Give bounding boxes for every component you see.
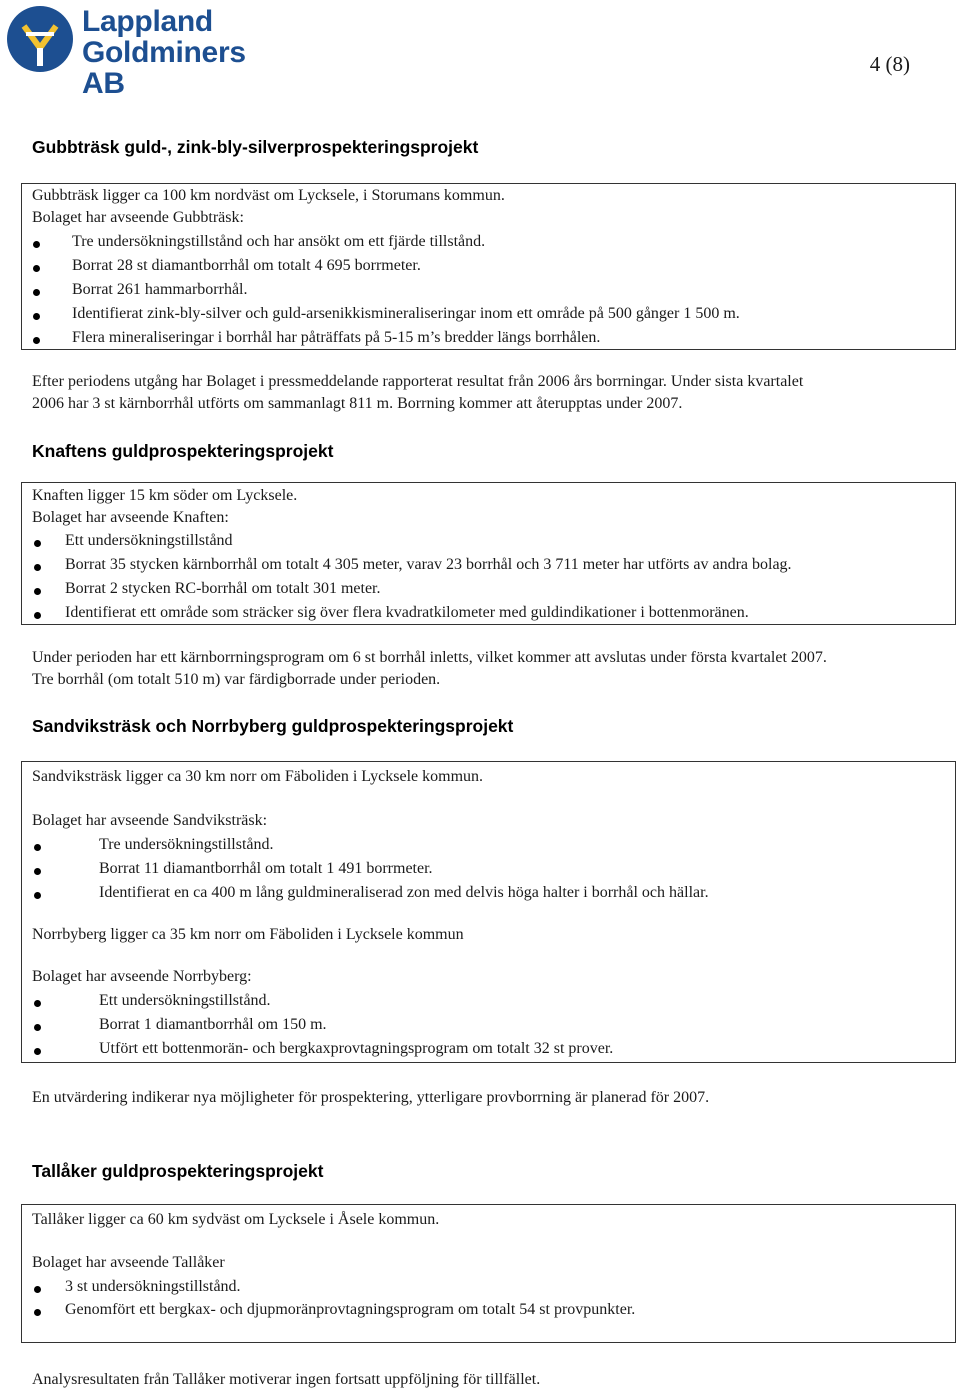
logo-line-1: Lappland xyxy=(82,5,213,38)
list-item: Borrat 2 stycken RC-borrhål om totalt 301 meter. xyxy=(65,580,381,597)
list-item: Genomfört ett bergkax- och djupmoränprovtagningsprogram om totalt 54 st provpunkter. xyxy=(65,1301,636,1318)
bullet-icon xyxy=(34,588,41,595)
list-item: Tre undersökningstillstånd. xyxy=(99,836,274,853)
bullet-icon xyxy=(34,868,41,875)
bullet-icon xyxy=(34,540,41,547)
bullet-icon xyxy=(34,1286,41,1293)
box-line: Norrbyberg ligger ca 35 km norr om Fäboliden i Lycksele kommun xyxy=(32,926,464,943)
list-item: Borrat 11 diamantborrhål om totalt 1 491 borrmeter. xyxy=(99,860,433,877)
paragraph-line: En utvärdering indikerar nya möjligheter för prospektering, ytterligare provborrning är planerad för 2007. xyxy=(32,1089,710,1106)
box-line: Bolaget har avseende Norrbyberg: xyxy=(32,968,252,985)
paragraph-line: 2006 har 3 st kärnborrhål utförts om sammanlagt 811 m. Borrning kommer att återupptas under 2007. xyxy=(32,395,683,412)
box-line: Bolaget har avseende Knaften: xyxy=(32,509,229,526)
list-item: Borrat 261 hammarborrhål. xyxy=(72,281,248,298)
company-logo xyxy=(4,4,294,100)
section-heading-tallaker: Tallåker guldprospekteringsprojekt xyxy=(32,1161,324,1181)
bullet-icon xyxy=(34,844,41,851)
bullet-icon xyxy=(33,313,40,320)
section-heading-sandvik: Sandviksträsk och Norrbyberg guldprospekteringsprojekt xyxy=(32,716,514,736)
logo-emblem-icon xyxy=(4,4,76,74)
list-item: Utfört ett bottenmorän- och bergkaxprovtagningsprogram om totalt 32 st prover. xyxy=(99,1040,614,1057)
list-item: Flera mineraliseringar i borrhål har påträffats på 5-15 m’s bredder längs borrhålen. xyxy=(72,329,601,346)
bullet-icon xyxy=(34,1309,41,1316)
bullet-icon xyxy=(34,1048,41,1055)
bullet-icon xyxy=(34,1000,41,1007)
list-item: 3 st undersökningstillstånd. xyxy=(65,1278,241,1295)
box-line: Tallåker ligger ca 60 km sydväst om Lycksele i Åsele kommun. xyxy=(32,1211,440,1228)
list-item: Borrat 28 st diamantborrhål om totalt 4 695 borrmeter. xyxy=(72,257,421,274)
paragraph-line: Analysresultaten från Tallåker motiverar ingen fortsatt uppföljning för tillfället. xyxy=(32,1371,541,1388)
bullet-icon xyxy=(34,564,41,571)
paragraph-line: Efter periodens utgång har Bolaget i pressmeddelande rapporterat resultat från 2006 års borrningar. Under sista kvartalet xyxy=(32,373,804,390)
box-line: Bolaget har avseende Sandviksträsk: xyxy=(32,812,268,829)
box-line: Bolaget har avseende Tallåker xyxy=(32,1254,225,1271)
list-item: Identifierat zink-bly-silver och guld-arsenikkismineraliseringar inom ett område på 500 gånger 1 500 m. xyxy=(72,305,740,322)
paragraph-line: Tre borrhål (om totalt 510 m) var färdigborrade under perioden. xyxy=(32,671,441,688)
bullet-icon xyxy=(33,289,40,296)
bullet-icon xyxy=(34,612,41,619)
bullet-icon xyxy=(33,241,40,248)
list-item: Identifierat ett område som sträcker sig över flera kvadratkilometer med guldindikationer i bottenmoränen. xyxy=(65,604,749,621)
bullet-icon xyxy=(34,1024,41,1031)
section-heading-knaften: Knaftens guldprospekteringsprojekt xyxy=(32,441,334,461)
bullet-icon xyxy=(33,337,40,344)
list-item: Borrat 35 stycken kärnborrhål om totalt 4 305 meter, varav 23 borrhål och 3 711 meter har utförts av andra bolag. xyxy=(65,556,792,573)
section-heading-gubbtrask: Gubbträsk guld-, zink-bly-silverprospekteringsprojekt xyxy=(32,137,479,157)
paragraph-line: Under perioden har ett kärnborrningsprogram om 6 st borrhål inletts, vilket kommer att avslutas under första kvartalet 2007. xyxy=(32,649,827,666)
box-line: Gubbträsk ligger ca 100 km nordväst om Lycksele, i Storumans kommun. xyxy=(32,187,505,204)
bullet-icon xyxy=(34,892,41,899)
box-line: Sandviksträsk ligger ca 30 km norr om Fäboliden i Lycksele kommun. xyxy=(32,768,484,785)
logo-line-2: Goldminers AB xyxy=(82,36,246,100)
list-item: Tre undersökningstillstånd och har ansökt om ett fjärde tillstånd. xyxy=(72,233,486,250)
list-item: Ett undersökningstillstånd xyxy=(65,532,233,549)
box-line: Knaften ligger 15 km söder om Lycksele. xyxy=(32,487,298,504)
page-number: 4 (8) xyxy=(869,52,910,76)
list-item: Identifierat en ca 400 m lång guldmineraliserad zon med delvis höga halter i borrhål och hällar. xyxy=(99,884,709,901)
bullet-icon xyxy=(33,265,40,272)
list-item: Borrat 1 diamantborrhål om 150 m. xyxy=(99,1016,327,1033)
box-line: Bolaget har avseende Gubbträsk: xyxy=(32,209,244,226)
list-item: Ett undersökningstillstånd. xyxy=(99,992,271,1009)
